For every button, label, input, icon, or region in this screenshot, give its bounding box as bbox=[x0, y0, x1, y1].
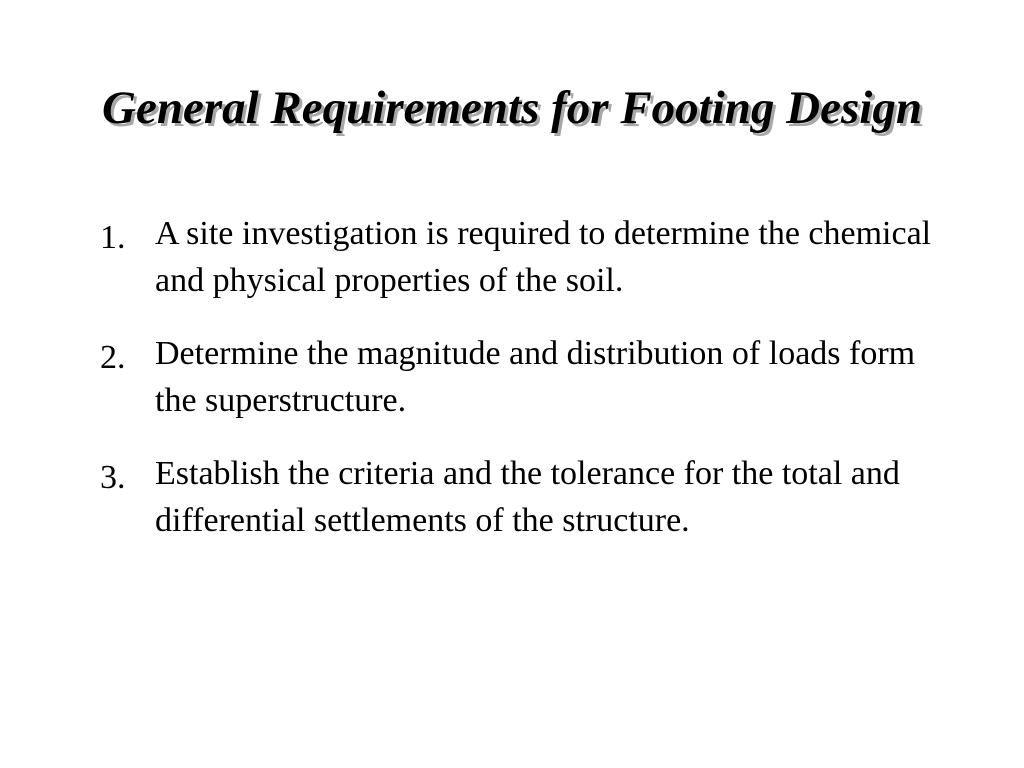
list-item-number: 2. bbox=[100, 339, 126, 376]
list-item-text: Determine the magnitude and distribution of loads form the superstructure. bbox=[155, 335, 916, 419]
list-item-text: Establish the criteria and the tolerance for the total and differential settlements of the structure. bbox=[155, 455, 900, 539]
list-item-text: A site investigation is required to determine the chemical and physical properties of the soil. bbox=[155, 215, 932, 299]
list-item-number: 3. bbox=[100, 459, 126, 496]
slide-title: General Requirements for Footing Design bbox=[102, 82, 922, 134]
list-item-number: 1. bbox=[100, 219, 126, 256]
